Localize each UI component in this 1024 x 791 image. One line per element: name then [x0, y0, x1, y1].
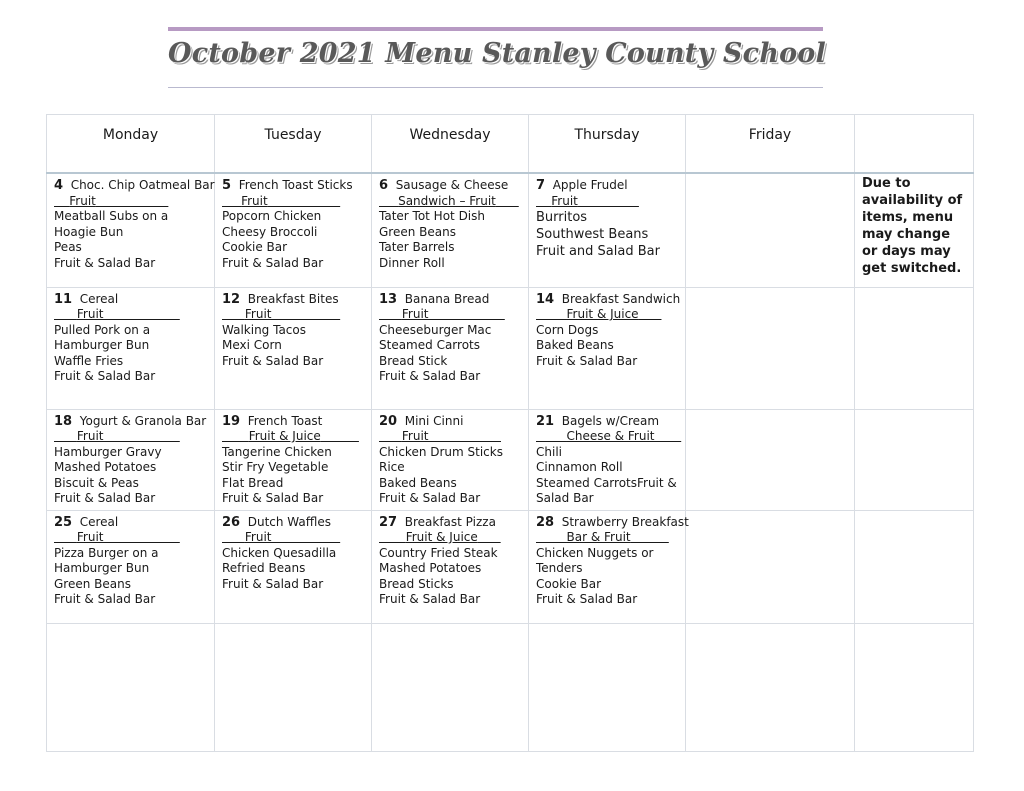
lunch-item: Steamed CarrotsFruit &	[536, 475, 677, 490]
breakfast-item: Choc. Chip Oatmeal Bar	[70, 178, 215, 192]
lunch-item: Corn Dogs	[536, 322, 599, 337]
lunch-item: Burritos	[536, 210, 588, 226]
breakfast-line	[536, 292, 679, 308]
lunch-item: Green Beans	[379, 224, 456, 239]
lunch-item: Bread Sticks	[379, 576, 454, 591]
lunch-item: Chicken Quesadilla	[222, 545, 337, 560]
menu-change-note: Due to availability of items, menu may change or days may get switched.	[862, 176, 963, 276]
day-menu	[372, 410, 528, 508]
empty-week-row	[47, 623, 974, 751]
breakfast-line	[222, 292, 365, 308]
lunch-item: Mashed Potatoes	[54, 460, 157, 475]
week-row	[47, 409, 974, 510]
lunch-item: Chili	[536, 444, 562, 459]
breakfast-side-line	[379, 307, 522, 323]
empty-cell	[215, 623, 372, 751]
lunch-item: Fruit & Salad Bar	[222, 576, 324, 591]
day-menu	[47, 174, 214, 272]
breakfast-side: Fruit	[241, 193, 268, 208]
lunch-item: Fruit & Salad Bar	[379, 369, 481, 384]
lunch-item: Fruit & Salad Bar	[54, 255, 156, 270]
breakfast-item: Sausage & Cheese	[395, 178, 509, 192]
breakfast-side: Fruit & Juice	[566, 307, 639, 322]
lunch-item: Baked Beans	[379, 475, 457, 490]
day-number: 28	[536, 514, 555, 530]
breakfast-side-line	[54, 429, 208, 445]
header-tuesday: Tuesday	[215, 115, 372, 174]
day-number: 21	[536, 413, 555, 429]
lunch-item: Country Fried Steak	[379, 545, 498, 560]
breakfast-item: Strawberry Breakfast	[561, 514, 689, 529]
day-menu	[372, 288, 528, 386]
empty-cell	[529, 623, 686, 751]
header-friday: Friday	[686, 115, 855, 174]
day-menu	[372, 511, 528, 609]
empty-cell	[47, 623, 215, 751]
breakfast-item: French Toast	[247, 413, 323, 428]
day-menu	[529, 410, 685, 508]
lunch-item: Hamburger Bun	[54, 338, 150, 353]
day-menu	[215, 288, 371, 370]
day-cell-tuesday	[215, 173, 372, 287]
day-menu	[47, 410, 214, 508]
breakfast-side: Fruit	[551, 193, 578, 208]
day-menu	[47, 511, 214, 609]
breakfast-side-line	[222, 429, 365, 445]
lunch-item: Bread Stick	[379, 353, 448, 368]
breakfast-side: Sandwich – Fruit	[398, 193, 496, 208]
breakfast-side: Fruit	[76, 429, 104, 444]
breakfast-line	[222, 515, 365, 531]
day-cell-thursday	[529, 409, 686, 510]
day-number: 20	[379, 413, 398, 429]
lunch-item: Pizza Burger on a	[54, 545, 159, 560]
day-menu	[215, 410, 371, 508]
week-row	[47, 173, 974, 287]
breakfast-line	[536, 514, 689, 531]
breakfast-side: Fruit	[244, 530, 272, 545]
breakfast-line	[379, 292, 522, 308]
breakfast-side-line	[222, 530, 365, 546]
lunch-item: Tangerine Chicken	[222, 444, 332, 459]
empty-cell	[686, 623, 855, 751]
day-cell-monday	[47, 173, 215, 287]
lunch-item: Fruit & Salad Bar	[54, 592, 156, 607]
lunch-item: Biscuit & Peas	[54, 475, 139, 490]
notes-cell	[855, 173, 974, 287]
lunch-item: Chicken Nuggets or	[536, 545, 654, 560]
week-row	[47, 510, 974, 623]
day-menu	[529, 288, 685, 370]
lunch-item: Fruit & Salad Bar	[379, 592, 481, 607]
day-cell-tuesday	[215, 287, 372, 409]
breakfast-side: Fruit	[76, 530, 104, 545]
day-number: 6	[379, 178, 389, 193]
day-number: 12	[222, 291, 241, 307]
lunch-item: Stir Fry Vegetable	[222, 460, 329, 475]
breakfast-side-line	[379, 429, 522, 445]
day-number: 26	[222, 514, 241, 530]
day-cell-tuesday	[215, 510, 372, 623]
empty-cell	[372, 623, 529, 751]
day-cell-friday	[686, 510, 855, 623]
breakfast-line	[222, 414, 365, 430]
breakfast-side-line	[536, 307, 679, 323]
lunch-item: Chicken Drum Sticks	[379, 444, 503, 459]
breakfast-side-line	[54, 530, 208, 546]
breakfast-side: Fruit	[69, 193, 96, 208]
day-cell-friday	[686, 287, 855, 409]
lunch-item: Flat Bread	[222, 475, 284, 490]
breakfast-side-line	[379, 530, 522, 546]
breakfast-side: Fruit	[401, 307, 429, 322]
breakfast-item: Breakfast Sandwich	[561, 291, 681, 306]
breakfast-side-line	[222, 307, 365, 323]
breakfast-side: Fruit	[244, 307, 272, 322]
lunch-item: Fruit & Salad Bar	[54, 369, 156, 384]
breakfast-item: French Toast Sticks	[238, 178, 353, 192]
lunch-item: Hoagie Bun	[54, 224, 124, 239]
lunch-item: Hamburger Bun	[54, 561, 150, 576]
breakfast-line	[536, 178, 679, 194]
notes-cell	[855, 409, 974, 510]
lunch-item: Hamburger Gravy	[54, 444, 162, 459]
breakfast-item: Bagels w/Cream	[561, 413, 660, 428]
breakfast-side-line	[536, 194, 679, 210]
header-extra	[855, 115, 974, 174]
breakfast-line	[54, 414, 208, 430]
lunch-item: Fruit & Salad Bar	[536, 353, 638, 368]
day-menu	[529, 511, 689, 609]
lunch-item: Green Beans	[54, 576, 131, 591]
empty-cell	[855, 623, 974, 751]
lunch-item: Peas	[54, 240, 82, 255]
lunch-item: Cheeseburger Mac	[379, 322, 492, 337]
breakfast-side-line	[379, 194, 522, 210]
day-cell-monday	[47, 510, 215, 623]
breakfast-side-line	[54, 194, 208, 210]
breakfast-item: Banana Bread	[404, 291, 490, 306]
day-menu	[215, 511, 371, 593]
lunch-item: Popcorn Chicken	[222, 209, 322, 224]
header-thursday: Thursday	[529, 115, 686, 174]
lunch-item: Fruit & Salad Bar	[222, 491, 324, 506]
day-number: 4	[54, 178, 64, 193]
day-number: 11	[54, 291, 73, 307]
lunch-item: Salad Bar	[536, 491, 594, 506]
lunch-item: Steamed Carrots	[379, 338, 480, 353]
day-cell-monday	[47, 409, 215, 510]
breakfast-line	[536, 414, 679, 430]
lunch-item: Mashed Potatoes	[379, 561, 482, 576]
lunch-item: Tater Barrels	[379, 240, 455, 255]
notes-cell	[855, 510, 974, 623]
lunch-item: Waffle Fries	[54, 353, 124, 368]
header-monday: Monday	[47, 115, 215, 174]
day-number: 14	[536, 291, 555, 307]
breakfast-side: Cheese & Fruit	[566, 429, 655, 444]
lunch-item: Meatball Subs on a	[54, 209, 169, 224]
breakfast-line	[54, 178, 215, 194]
breakfast-side: Bar & Fruit	[566, 530, 631, 545]
lunch-item: Refried Beans	[222, 561, 306, 576]
breakfast-item: Cereal	[79, 291, 119, 306]
breakfast-side: Fruit & Juice	[405, 530, 478, 545]
breakfast-line	[54, 292, 208, 308]
breakfast-side-line	[536, 429, 679, 445]
breakfast-item: Dutch Waffles	[247, 514, 331, 529]
lunch-item: Dinner Roll	[379, 255, 445, 270]
breakfast-side: Fruit	[76, 307, 104, 322]
breakfast-line	[379, 178, 522, 194]
day-menu	[215, 174, 371, 272]
lunch-item: Fruit & Salad Bar	[54, 491, 156, 506]
day-cell-wednesday	[372, 173, 529, 287]
breakfast-line	[54, 515, 208, 531]
menu-calendar-table	[46, 114, 974, 752]
week-row	[47, 287, 974, 409]
title-bottom-rule	[168, 87, 823, 88]
breakfast-side-line	[54, 307, 208, 323]
lunch-item: Mexi Corn	[222, 338, 282, 353]
lunch-item: Rice	[379, 460, 405, 475]
day-cell-wednesday	[372, 510, 529, 623]
lunch-item: Cookie Bar	[222, 240, 288, 255]
lunch-item: Fruit & Salad Bar	[222, 255, 324, 270]
lunch-item: Fruit & Salad Bar	[222, 353, 324, 368]
lunch-item: Cinnamon Roll	[536, 460, 623, 475]
day-number: 25	[54, 514, 73, 530]
breakfast-side-line	[536, 530, 679, 546]
breakfast-item: Breakfast Bites	[247, 291, 339, 306]
breakfast-line	[379, 515, 522, 531]
breakfast-item: Apple Frudel	[552, 178, 628, 192]
breakfast-item: Yogurt & Granola Bar	[79, 413, 207, 428]
day-number: 27	[379, 514, 398, 530]
day-menu	[47, 288, 214, 386]
breakfast-side-line	[222, 194, 365, 210]
day-menu	[372, 174, 528, 272]
lunch-item: Walking Tacos	[222, 322, 306, 337]
header-wednesday: Wednesday	[372, 115, 529, 174]
day-number: 18	[54, 413, 73, 429]
breakfast-item: Cereal	[79, 514, 119, 529]
day-menu	[529, 174, 685, 260]
day-number: 19	[222, 413, 241, 429]
lunch-item: Fruit and Salad Bar	[536, 244, 660, 260]
day-number: 7	[536, 178, 546, 193]
lunch-item: Tenders	[536, 561, 583, 576]
day-cell-tuesday	[215, 409, 372, 510]
lunch-item: Fruit & Salad Bar	[379, 491, 481, 506]
lunch-item: Baked Beans	[536, 338, 614, 353]
breakfast-line	[379, 414, 522, 430]
day-cell-friday	[686, 409, 855, 510]
breakfast-side: Fruit & Juice	[248, 429, 321, 444]
lunch-item: Tater Tot Hot Dish	[379, 209, 486, 224]
page-title: October 2021 Menu Stanley County School	[168, 38, 826, 69]
lunch-item: Cheesy Broccoli	[222, 224, 318, 239]
lunch-item: Fruit & Salad Bar	[536, 592, 638, 607]
day-cell-wednesday	[372, 409, 529, 510]
day-number: 5	[222, 178, 232, 193]
day-cell-wednesday	[372, 287, 529, 409]
breakfast-item: Mini Cinni	[404, 413, 464, 428]
lunch-item: Cookie Bar	[536, 576, 602, 591]
lunch-item: Pulled Pork on a	[54, 322, 151, 337]
notes-cell	[855, 287, 974, 409]
title-top-rule	[168, 27, 823, 31]
lunch-item: Southwest Beans	[536, 227, 649, 243]
day-cell-thursday	[529, 173, 686, 287]
breakfast-item: Breakfast Pizza	[404, 514, 496, 529]
day-cell-thursday	[529, 287, 686, 409]
breakfast-line	[222, 178, 365, 194]
day-cell-friday	[686, 173, 855, 287]
day-cell-monday	[47, 287, 215, 409]
breakfast-side: Fruit	[401, 429, 429, 444]
weekday-header-row	[47, 115, 974, 174]
day-cell-thursday	[529, 510, 689, 623]
day-number: 13	[379, 291, 398, 307]
